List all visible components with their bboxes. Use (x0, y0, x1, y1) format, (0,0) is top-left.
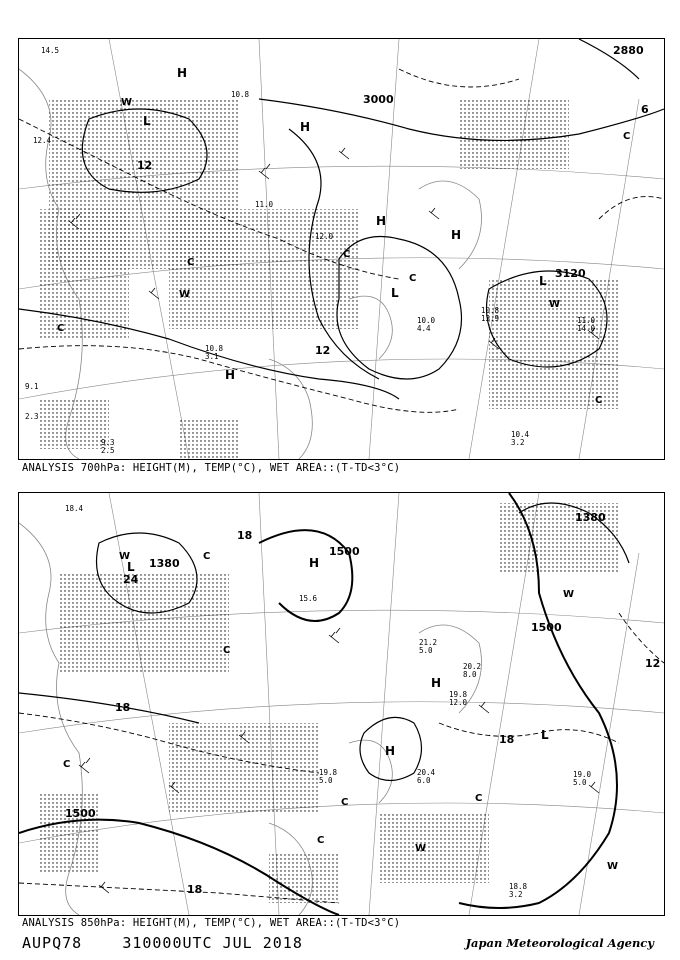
station-value: 2.5 (101, 446, 115, 455)
station-value: 11.0 (577, 316, 596, 325)
station-value: 20.2 (463, 662, 482, 671)
map-850hpa (18, 492, 665, 916)
cold-mark: C (341, 797, 349, 808)
contour-label: 1500 (329, 545, 360, 558)
station-value: 9.1 (25, 382, 39, 391)
station-value: 19.8 (449, 690, 468, 699)
station-value: 2.3 (25, 412, 39, 421)
contour-label: 3000 (363, 93, 394, 106)
cold-mark: C (475, 793, 483, 804)
station-value: 14.5 (41, 46, 60, 55)
station-value: 10.8 (231, 90, 250, 99)
cold-mark: C (409, 273, 417, 284)
low-center: L (539, 274, 547, 288)
station-value: 14.0 (577, 324, 596, 333)
caption-850hpa: ANALYSIS 850hPa: HEIGHT(M), TEMP(°C), WET AREA::(T-TD<3°C) (22, 917, 401, 929)
warm-mark: W (119, 551, 131, 562)
station-value: 8.0 (463, 670, 477, 679)
station-value: 11.0 (255, 200, 274, 209)
map-850hpa-canvas (19, 493, 664, 915)
contour-label: 3120 (555, 267, 586, 280)
station-value: 13.9 (481, 314, 500, 323)
cold-mark: C (595, 395, 603, 406)
high-center: H (385, 744, 396, 758)
contour-label: 6 (641, 103, 649, 116)
cold-mark: C (223, 645, 231, 656)
warm-mark: W (415, 843, 427, 854)
low-center: L (143, 114, 151, 128)
cold-mark: C (623, 131, 631, 142)
station-value: 19.0 (573, 770, 592, 779)
station-value: 10.0 (417, 316, 436, 325)
station-value: 3.1 (205, 352, 219, 361)
high-center: H (309, 556, 320, 570)
station-value: 4.4 (417, 324, 431, 333)
agency-name: Japan Meteorological Agency (465, 936, 654, 950)
warm-mark: W (563, 589, 575, 600)
contour-label: 2880 (613, 44, 644, 57)
station-value: 10.4 (511, 430, 530, 439)
valid-time: 310000UTC JUL 2018 (122, 934, 303, 952)
station-value: 20.4 (417, 768, 436, 777)
high-center: H (177, 66, 188, 80)
station-value: 5.0 (573, 778, 587, 787)
cold-mark: C (63, 759, 71, 770)
station-value: 12.0 (315, 232, 334, 241)
high-center: H (376, 214, 387, 228)
contour-label: 12 (645, 657, 661, 670)
low-center: L (391, 286, 399, 300)
cold-mark: C (317, 835, 325, 846)
map-700hpa-canvas (19, 39, 664, 459)
station-value: 12.4 (33, 136, 52, 145)
warm-mark: W (607, 861, 619, 872)
high-center: H (431, 676, 442, 690)
contour-label: 18 (237, 529, 253, 542)
contour-label: 1380 (149, 557, 180, 570)
station-value: 3.2 (511, 438, 525, 447)
contour-label: 1500 (65, 807, 96, 820)
caption-700hpa: ANALYSIS 700hPa: HEIGHT(M), TEMP(°C), WET AREA::(T-TD<3°C) (22, 462, 401, 474)
warm-mark: W (549, 299, 561, 310)
contour-label: 12 (315, 344, 331, 357)
map-700hpa (18, 38, 665, 460)
warm-mark: W (179, 289, 191, 300)
cold-mark: C (343, 249, 351, 260)
station-value: 21.2 (419, 638, 438, 647)
contour-label: 1500 (531, 621, 562, 634)
station-value: 10.8 (481, 306, 500, 315)
contour-label: 18 (187, 883, 203, 896)
high-center: H (451, 228, 462, 242)
warm-mark: W (121, 97, 133, 108)
station-value: 10.8 (205, 344, 224, 353)
cold-mark: C (57, 323, 65, 334)
low-center: L (541, 728, 549, 742)
contour-label: 18 (115, 701, 131, 714)
station-value: 3.2 (509, 890, 523, 899)
station-value: 12.0 (449, 698, 468, 707)
high-center: H (225, 368, 236, 382)
station-value: 19.8 (319, 768, 338, 777)
cold-mark: C (187, 257, 195, 268)
station-value: 6.0 (417, 776, 431, 785)
station-value: 15.6 (299, 594, 318, 603)
station-value: 18.4 (65, 504, 84, 513)
station-value: 18.8 (509, 882, 528, 891)
wet-areas (39, 99, 619, 459)
contour-label: 18 (499, 733, 515, 746)
chart-code-line (22, 934, 303, 952)
station-value: 5.0 (419, 646, 433, 655)
station-value: 5.0 (319, 776, 333, 785)
high-center: H (300, 120, 311, 134)
contour-label: 1380 (575, 511, 606, 524)
cold-mark: C (203, 551, 211, 562)
low-center: L (127, 560, 135, 574)
station-value: 9.3 (101, 438, 115, 447)
chart-code: AUPQ78 (22, 934, 83, 952)
contour-label: 12 (137, 159, 153, 172)
contour-label: 24 (123, 573, 139, 586)
